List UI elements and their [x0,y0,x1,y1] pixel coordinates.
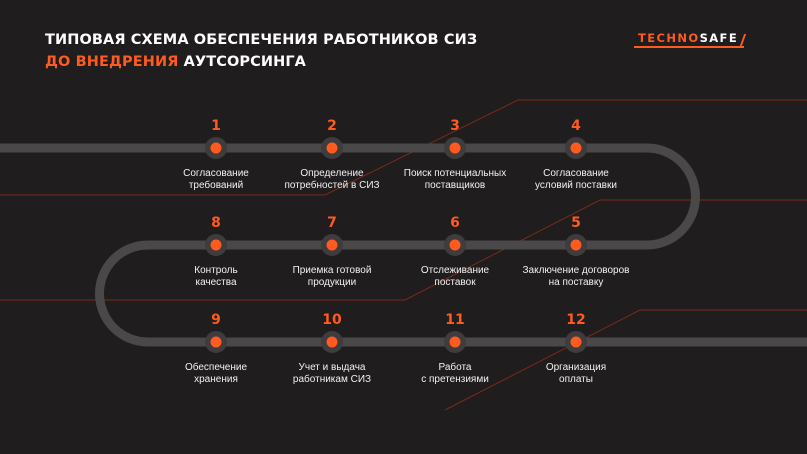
step-label: Согласование условий поставки [535,168,617,191]
step-number: 9 [211,312,221,328]
step-node-dot [327,337,338,348]
step-node-dot [211,240,222,251]
step-node-dot [450,240,461,251]
step-number: 10 [322,312,342,328]
step-number: 7 [327,215,337,231]
logo-underline [634,46,744,48]
step-label: Обеспечение хранения [184,362,248,385]
technosafe-logo [634,30,752,48]
step-number: 2 [327,118,337,134]
logo-part-techno: TECHNO [638,31,700,45]
step-label: Определение потребностей в СИЗ [284,168,380,191]
logo-part-safe: SAFE [699,31,739,45]
step-node-dot [571,337,582,348]
step-node-dot [571,143,582,154]
step-label: Контроль качества [194,265,238,288]
title-line-2 [45,51,477,73]
step-number: 5 [571,215,581,231]
step-number: 6 [450,215,460,231]
step-label: Отслеживание поставок [420,265,490,288]
step-node-dot [450,337,461,348]
step-label: Приемка готовой продукции [292,265,372,288]
step-node-dot [327,143,338,154]
logo-text [638,31,738,45]
step-label: Работа с претензиями [421,362,489,385]
step-node-dot [211,143,222,154]
step-number: 1 [211,118,221,134]
step-node-dot [211,337,222,348]
step-number: 4 [571,118,581,134]
step-number: 11 [445,312,465,328]
step-label: Организация оплаты [545,362,607,385]
title-line-1: ТИПОВАЯ СХЕМА ОБЕСПЕЧЕНИЯ РАБОТНИКОВ СИЗ [45,32,478,48]
step-number: 8 [211,215,221,231]
logo-slash [740,34,746,46]
step-number: 12 [566,312,586,328]
step-label: Учет и выдача работникам СИЗ [292,362,372,385]
step-label: Согласование требований [183,168,249,191]
step-label: Поиск потенциальных поставщиков [403,168,507,191]
step-node-dot [450,143,461,154]
title-accent: ДО ВНЕДРЕНИЯ [45,54,179,70]
page-title [45,29,477,73]
step-node-dot [571,240,582,251]
title-rest: АУТСОРСИНГА [178,54,306,70]
step-node-dot [327,240,338,251]
step-label: Заключение договоров на поставку [522,265,630,288]
step-number: 3 [450,118,460,134]
